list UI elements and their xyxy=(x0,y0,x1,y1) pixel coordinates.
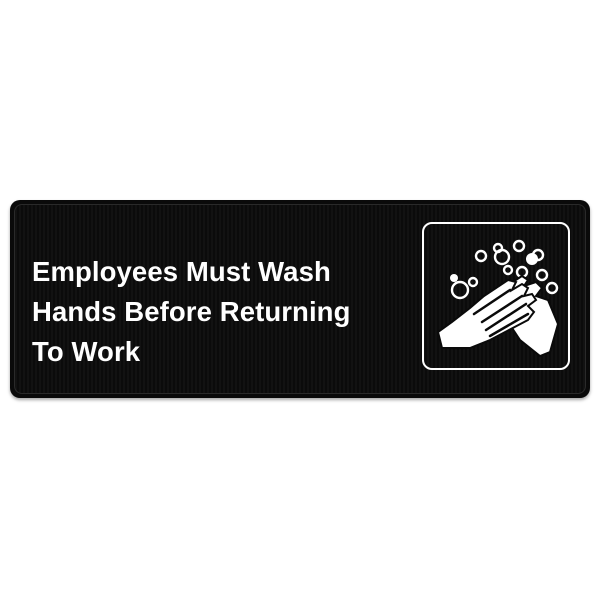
handwashing-icon xyxy=(422,222,570,370)
sign-text-line-3: To Work xyxy=(32,336,141,367)
sign-text-line-1: Employees Must Wash xyxy=(32,256,331,287)
sign-text-line-2: Hands Before Returning xyxy=(32,296,351,327)
wall-sign xyxy=(10,200,590,398)
handwashing-icon-graphic xyxy=(424,224,568,368)
sign-message xyxy=(32,252,422,372)
